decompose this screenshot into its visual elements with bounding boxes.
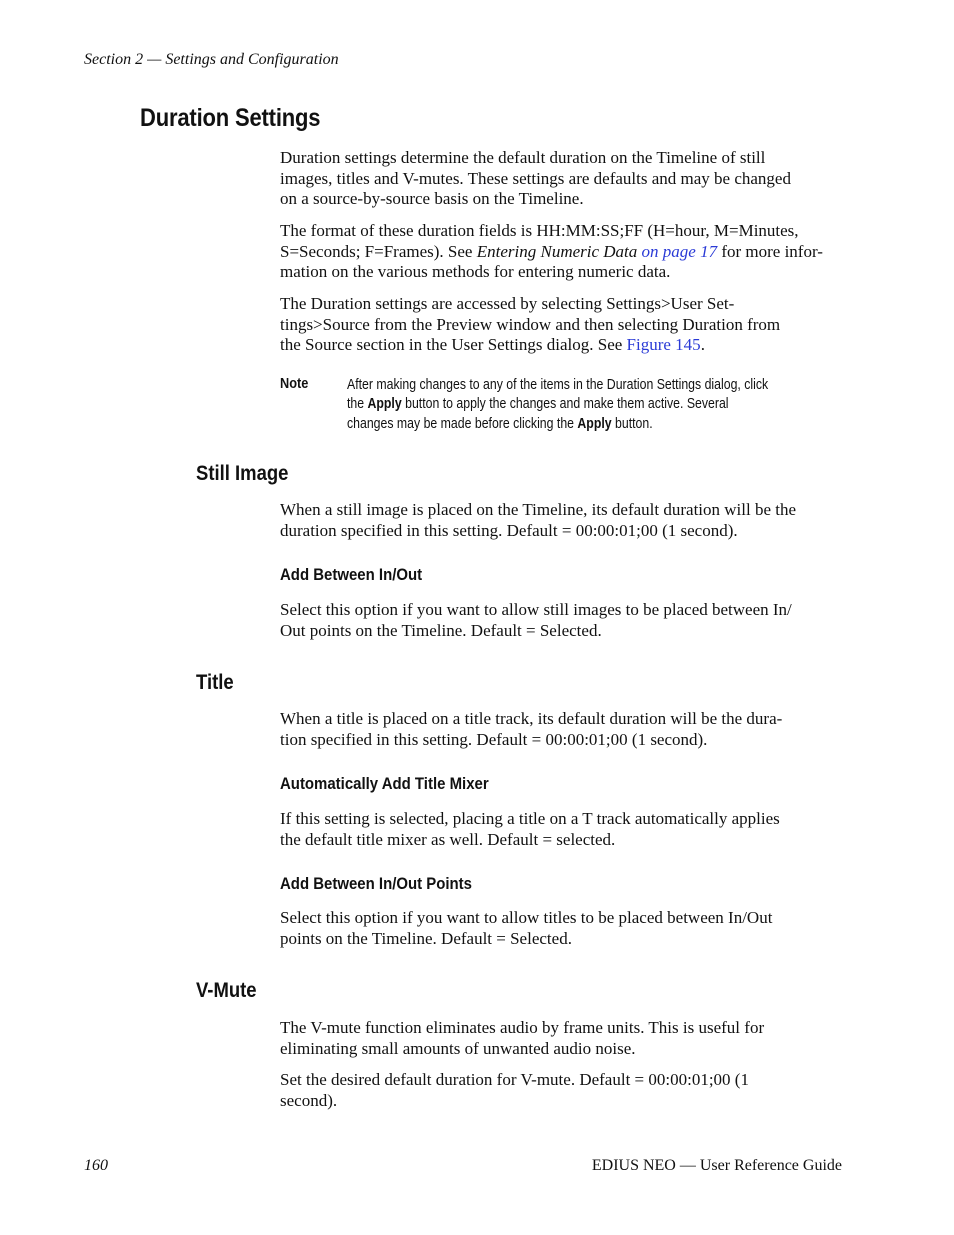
- subheading-auto-add-title-mixer: Automatically Add Title Mixer: [280, 774, 489, 793]
- text-line: duration specified in this setting. Default = 00:00:01;00 (1 second).: [280, 520, 738, 540]
- v-mute-paragraph-1: [280, 1018, 842, 1059]
- note-line: [347, 414, 806, 433]
- intro-paragraph-1: [280, 148, 842, 210]
- section-heading-still-image: Still Image: [196, 462, 289, 485]
- apply-keyword: Apply: [577, 414, 612, 432]
- text-line: mation on the various methods for entering numeric data.: [280, 262, 671, 281]
- text-line-with-reference: [280, 242, 842, 263]
- text-line: on a source-by-source basis on the Timeline.: [280, 189, 584, 208]
- text-line: If this setting is selected, placing a title on a T track automatically applies: [280, 809, 780, 828]
- note-line: After making changes to any of the items in the Duration Settings dialog, click: [347, 376, 769, 393]
- note-label: Note: [280, 375, 309, 392]
- text-fragment: for more infor-: [717, 241, 823, 261]
- note-line: [347, 394, 806, 413]
- text-line-with-reference: [280, 335, 842, 356]
- page-reference-link[interactable]: on page 17: [641, 241, 718, 261]
- section-heading-title: Title: [196, 671, 234, 694]
- text-line: tings>Source from the Preview window and then selecting Duration from: [280, 314, 781, 334]
- title-points-paragraph: [280, 908, 842, 949]
- text-line: points on the Timeline. Default = Selected.: [280, 928, 572, 948]
- text-line: The format of these duration fields is HH:MM:SS;FF (H=hour, M=Minutes,: [280, 221, 799, 240]
- apply-keyword: Apply: [367, 395, 402, 413]
- text-line: Duration settings determine the default duration on the Timeline of still: [280, 148, 766, 167]
- text-line: The V-mute function eliminates audio by frame units. This is useful for: [280, 1018, 765, 1037]
- text-line: When a still image is placed on the Timeline, its default duration will be the: [280, 500, 797, 519]
- still-image-paragraph: [280, 500, 842, 541]
- text-fragment: S=Seconds; F=Frames). See: [280, 241, 477, 261]
- text-fragment: the Source section in the User Settings dialog. See: [280, 335, 627, 354]
- text-line: eliminating small amounts of unwanted audio noise.: [280, 1038, 636, 1058]
- text-line: Select this option if you want to allow still images to be placed between In/: [280, 600, 792, 619]
- text-fragment: changes may be made before clicking the: [347, 414, 578, 432]
- footer-guide-title: EDIUS NEO — User Reference Guide: [591, 1157, 842, 1174]
- page-title: Duration Settings: [140, 104, 321, 132]
- text-line: Set the desired default duration for V-mute. Default = 00:00:01;00 (1: [280, 1070, 749, 1089]
- text-line: tion specified in this setting. Default = 00:00:01;00 (1 second).: [280, 729, 708, 749]
- figure-reference-link[interactable]: Figure 145: [626, 335, 701, 354]
- text-line: second).: [280, 1090, 338, 1110]
- text-line: The Duration settings are accessed by selecting Settings>User Set-: [280, 294, 735, 313]
- text-fragment: button.: [611, 414, 653, 432]
- text-line: Select this option if you want to allow titles to be placed between In/Out: [280, 908, 773, 927]
- add-between-paragraph: [280, 600, 842, 641]
- intro-paragraph-3: [280, 294, 842, 356]
- text-line: images, titles and V-mutes. These settings are defaults and may be changed: [280, 168, 791, 188]
- text-fragment: .: [700, 335, 705, 354]
- v-mute-paragraph-2: [280, 1070, 842, 1111]
- subheading-add-between-in-out: Add Between In/Out: [280, 565, 423, 584]
- text-fragment: the: [347, 395, 368, 413]
- title-mixer-paragraph: [280, 809, 842, 850]
- page-number: 160: [84, 1157, 108, 1174]
- section-heading-v-mute: V-Mute: [196, 979, 257, 1002]
- referenced-section-title: Entering Numeric Data: [476, 241, 638, 261]
- subheading-add-between-in-out-points: Add Between In/Out Points: [280, 874, 472, 893]
- text-line: When a title is placed on a title track, its default duration will be the dura-: [280, 709, 783, 728]
- title-paragraph: [280, 709, 842, 750]
- text-fragment: button to apply the changes and make them active. Several: [401, 395, 729, 413]
- intro-paragraph-2: [280, 221, 842, 283]
- text-line: the default title mixer as well. Default = selected.: [280, 829, 616, 849]
- text-line: Out points on the Timeline. Default = Selected.: [280, 620, 602, 640]
- note-body: [347, 375, 806, 433]
- running-header: Section 2 — Settings and Configuration: [84, 51, 339, 68]
